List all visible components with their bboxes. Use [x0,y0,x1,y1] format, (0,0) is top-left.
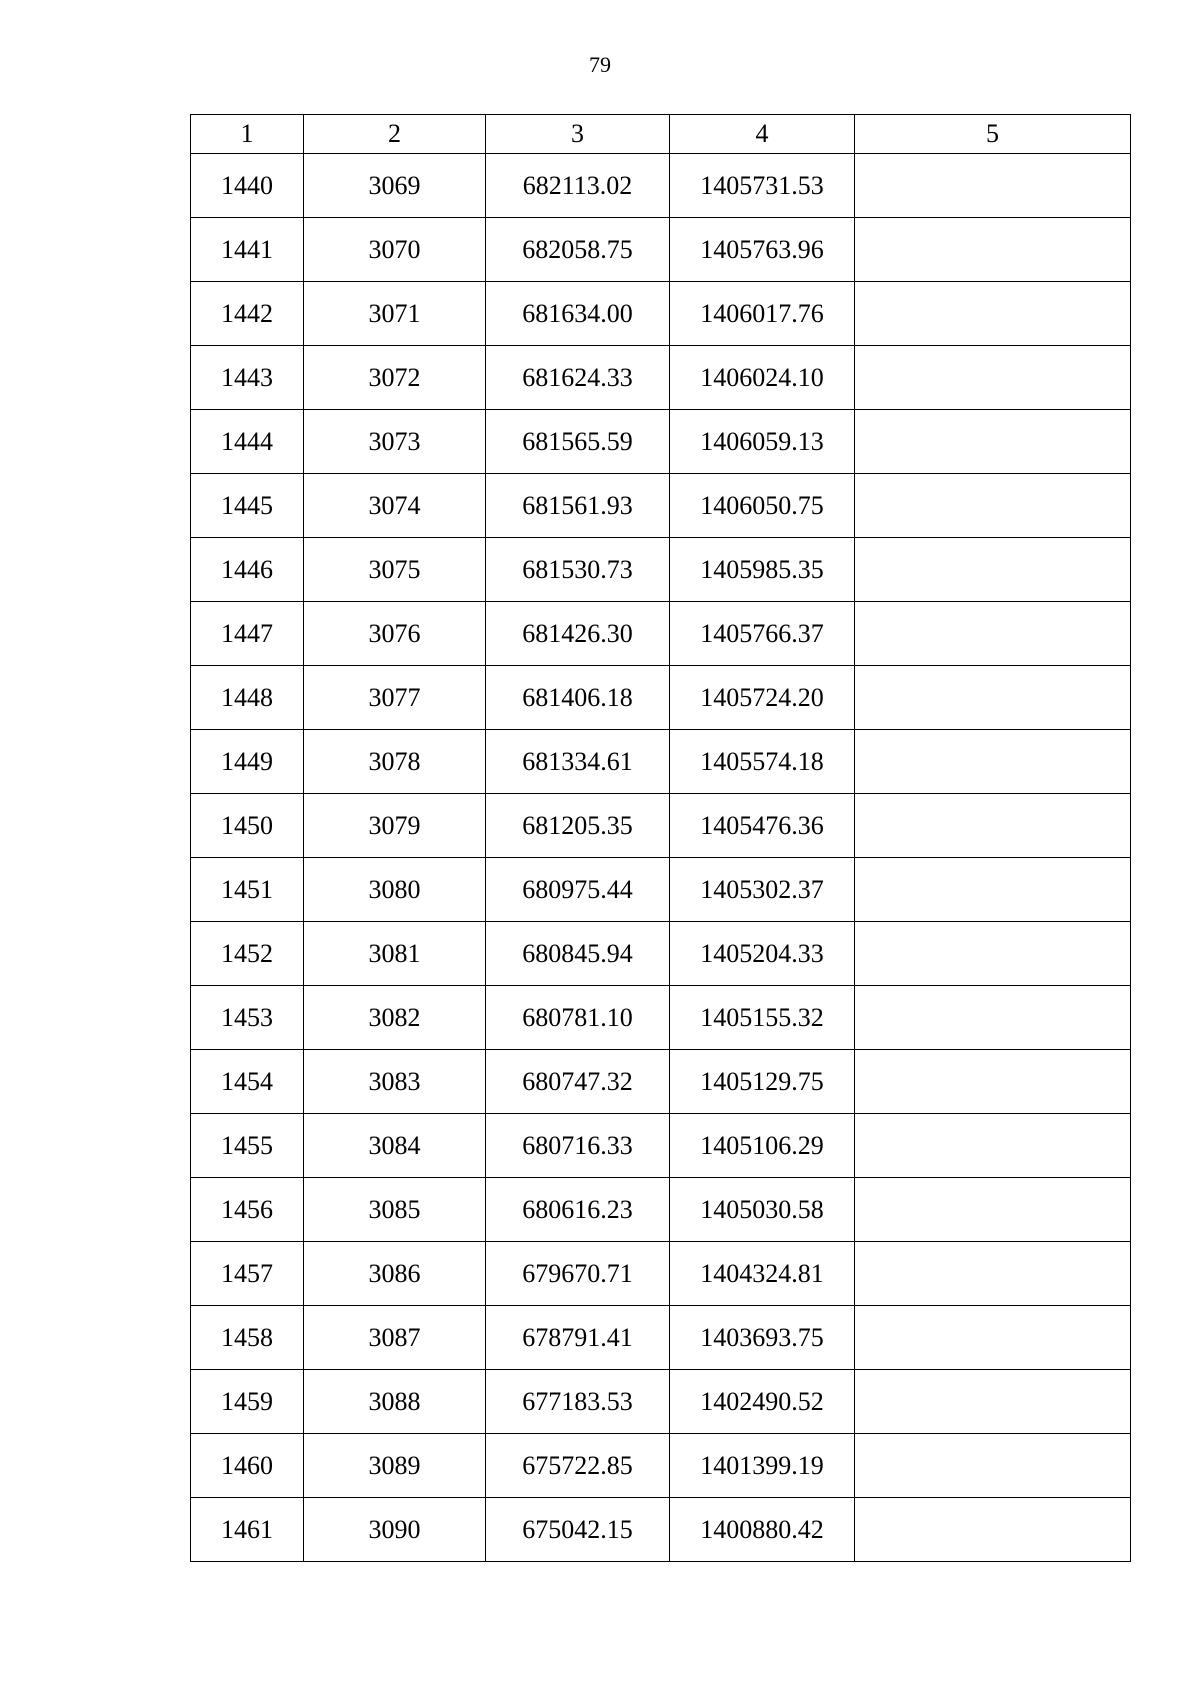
table-cell: 1406059.13 [670,410,855,474]
table-cell [855,154,1131,218]
table-cell: 681561.93 [486,474,670,538]
table-cell: 1454 [191,1050,304,1114]
table-cell: 681426.30 [486,602,670,666]
table-cell: 1453 [191,986,304,1050]
table-row [191,730,1131,794]
table-cell [855,538,1131,602]
table-cell [855,1242,1131,1306]
table-cell: 1440 [191,154,304,218]
table-row [191,410,1131,474]
table-cell: 679670.71 [486,1242,670,1306]
table-cell: 3088 [304,1370,486,1434]
table-cell: 1405476.36 [670,794,855,858]
table-cell: 3074 [304,474,486,538]
table-cell: 3081 [304,922,486,986]
table-cell: 3072 [304,346,486,410]
table-cell: 1446 [191,538,304,602]
table-row [191,154,1131,218]
table-row [191,858,1131,922]
table-cell: 1459 [191,1370,304,1434]
table-cell: 1400880.42 [670,1498,855,1562]
table-cell: 1449 [191,730,304,794]
table-cell: 682058.75 [486,218,670,282]
table-cell: 681530.73 [486,538,670,602]
table-cell: 1455 [191,1114,304,1178]
table-row [191,1306,1131,1370]
table-cell: 3069 [304,154,486,218]
table-cell: 1406017.76 [670,282,855,346]
table-cell: 3089 [304,1434,486,1498]
table-cell: 680716.33 [486,1114,670,1178]
table-cell: 1441 [191,218,304,282]
column-header: 4 [670,115,855,154]
table-cell: 3090 [304,1498,486,1562]
table-cell: 1405106.29 [670,1114,855,1178]
table-row [191,1370,1131,1434]
table-cell: 3084 [304,1114,486,1178]
table-cell: 3073 [304,410,486,474]
table-cell: 3071 [304,282,486,346]
table-cell: 1447 [191,602,304,666]
table-cell: 3085 [304,1178,486,1242]
table-cell [855,602,1131,666]
table-cell [855,1370,1131,1434]
table-cell [855,1178,1131,1242]
table-cell: 681624.33 [486,346,670,410]
table-cell [855,794,1131,858]
table-cell: 681565.59 [486,410,670,474]
table-cell: 677183.53 [486,1370,670,1434]
table-cell: 1402490.52 [670,1370,855,1434]
table-row [191,538,1131,602]
table-row [191,602,1131,666]
table-cell: 1457 [191,1242,304,1306]
table-cell: 1458 [191,1306,304,1370]
table-row [191,986,1131,1050]
table-row [191,1242,1131,1306]
table-cell [855,986,1131,1050]
table-row [191,346,1131,410]
table-cell: 1405030.58 [670,1178,855,1242]
table-cell [855,282,1131,346]
table-row [191,282,1131,346]
table-cell: 1405731.53 [670,154,855,218]
table-cell: 3078 [304,730,486,794]
table-cell: 1405763.96 [670,218,855,282]
table-cell: 1405766.37 [670,602,855,666]
table-cell: 3076 [304,602,486,666]
column-header: 5 [855,115,1131,154]
table-cell: 1405302.37 [670,858,855,922]
table-cell: 1405985.35 [670,538,855,602]
table-cell [855,858,1131,922]
table-row [191,666,1131,730]
table-cell: 1450 [191,794,304,858]
table-cell [855,474,1131,538]
table-cell: 1460 [191,1434,304,1498]
coordinates-table [190,114,1131,1562]
table-cell: 3087 [304,1306,486,1370]
table-cell: 680616.23 [486,1178,670,1242]
table-cell [855,666,1131,730]
table-cell: 1406024.10 [670,346,855,410]
table-cell: 1448 [191,666,304,730]
table-cell: 680781.10 [486,986,670,1050]
table-header [191,115,1131,154]
table-cell: 3086 [304,1242,486,1306]
table-row [191,1178,1131,1242]
table-cell [855,1114,1131,1178]
table-cell: 675722.85 [486,1434,670,1498]
table-cell: 3080 [304,858,486,922]
table-cell: 1456 [191,1178,304,1242]
table-cell: 680747.32 [486,1050,670,1114]
table-row [191,474,1131,538]
table-cell: 681634.00 [486,282,670,346]
table-row [191,922,1131,986]
table-row [191,1498,1131,1562]
table-cell: 3077 [304,666,486,730]
table-row [191,1050,1131,1114]
table-cell [855,410,1131,474]
table-cell: 1405724.20 [670,666,855,730]
table-cell: 682113.02 [486,154,670,218]
table-cell: 3070 [304,218,486,282]
table-row [191,218,1131,282]
table-body [191,154,1131,1562]
table-cell [855,922,1131,986]
table-cell: 678791.41 [486,1306,670,1370]
table-cell: 1444 [191,410,304,474]
table-row [191,794,1131,858]
table-cell: 1405204.33 [670,922,855,986]
table-cell [855,1498,1131,1562]
table-cell: 1401399.19 [670,1434,855,1498]
header-row [191,115,1131,154]
table-cell: 680845.94 [486,922,670,986]
column-header: 1 [191,115,304,154]
table-cell: 1405155.32 [670,986,855,1050]
table-row [191,1114,1131,1178]
table-cell [855,1306,1131,1370]
table-cell: 1443 [191,346,304,410]
table-cell: 1445 [191,474,304,538]
table-cell: 1451 [191,858,304,922]
table-cell: 1403693.75 [670,1306,855,1370]
table-cell: 1406050.75 [670,474,855,538]
table-cell [855,218,1131,282]
column-header: 3 [486,115,670,154]
table-cell [855,1050,1131,1114]
table-cell: 680975.44 [486,858,670,922]
table-cell: 681406.18 [486,666,670,730]
table-cell: 3082 [304,986,486,1050]
table-cell: 1404324.81 [670,1242,855,1306]
table-cell [855,730,1131,794]
page-number: 79 [589,52,611,77]
table-cell: 1405574.18 [670,730,855,794]
table-cell: 681334.61 [486,730,670,794]
column-header: 2 [304,115,486,154]
table-row [191,1434,1131,1498]
table-cell: 1442 [191,282,304,346]
table-cell: 681205.35 [486,794,670,858]
table-cell: 3083 [304,1050,486,1114]
table-cell: 1452 [191,922,304,986]
table-cell: 1405129.75 [670,1050,855,1114]
table-cell [855,346,1131,410]
table-cell: 1461 [191,1498,304,1562]
table-cell: 675042.15 [486,1498,670,1562]
table-cell: 3075 [304,538,486,602]
table-cell: 3079 [304,794,486,858]
table-cell [855,1434,1131,1498]
